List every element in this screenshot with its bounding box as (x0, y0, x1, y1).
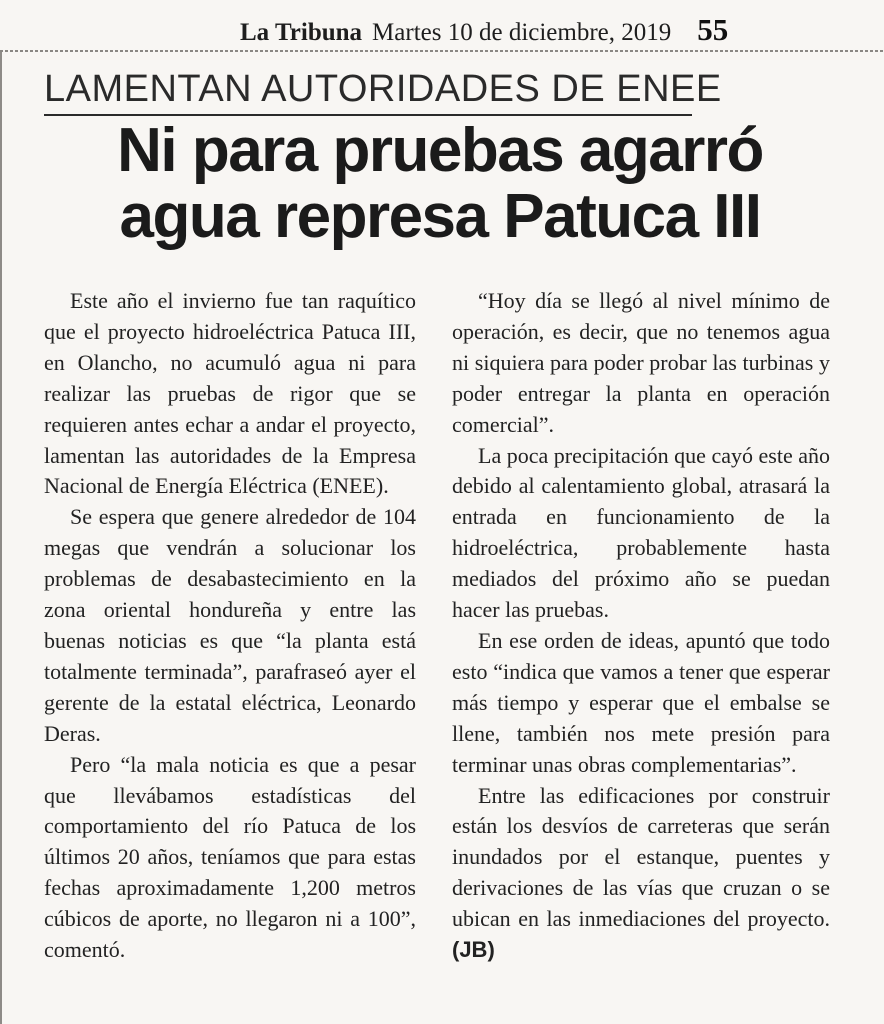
byline: (JB) (452, 937, 495, 963)
paragraph: Pero “la mala noticia es que a pesar que llevábamos estadísticas del comportamiento del río Patuca de los últimos 20 años, teníamos que para estas fechas aproximadamente 1,200 metros cúbicos de aporte, no llegaron ni a 100”, comentó. (44, 751, 416, 963)
headline-line-1: Ni para pruebas agarró (117, 116, 763, 185)
page-header (240, 12, 728, 46)
issue-date: Martes 10 de diciembre, 2019 (372, 19, 672, 46)
paragraph: Se espera que genere alrededor de 104 megas que vendrán a solucionar los problemas de desabastecimiento en la zona oriental hondureña y entre las buenas noticias es que “la planta está totalmente terminada”, parafraseó ayer el gerente de la estatal eléctrica, Leonardo Deras. (44, 504, 416, 746)
paragraph: En ese orden de ideas, apuntó que todo esto “indica que vamos a tener que esperar más tiempo y esperar que el embalse se llene, también nos mete presión para terminar unas obras complementarias”. (452, 627, 830, 777)
newspaper-name: La Tribuna (240, 19, 363, 46)
paragraph: Este año el invierno fue tan raquítico que el proyecto hidroeléctrica Patuca III, en Olancho, no acumuló agua ni para realizar las pruebas de rigor que se requieren antes echar a andar el proyecto, lamentan las autoridades de la Empresa Nacional de Energía Eléctrica (ENEE). (44, 288, 416, 499)
paragraph-text: Entre las edificaciones por construir están los desvíos de carreteras que serán inundados por el estanque, puentes y derivaciones de las vías que cruzan o se ubican en las inmediaciones del proyecto. (452, 782, 830, 932)
paragraph-final (452, 781, 830, 966)
article-kicker: LAMENTAN AUTORIDADES DE ENEE (44, 66, 692, 116)
headline-line-2: agua represa Patuca III (119, 182, 761, 251)
article-column-right (452, 286, 830, 966)
article-column-left (44, 286, 416, 966)
article-headline (40, 118, 840, 250)
header-divider (0, 50, 884, 52)
page-number: 55 (697, 12, 729, 47)
paragraph: La poca precipitación que cayó este año debido al calentamiento global, atrasará la entrada en funcionamiento de la hidroeléctrica, probablemente hasta mediados del próximo año se puedan hacer las pruebas. (452, 442, 830, 623)
left-margin-rule (0, 52, 2, 1024)
paragraph: “Hoy día se llegó al nivel mínimo de operación, es decir, que no tenemos agua ni siquiera para poder probar las turbinas y poder entregar la planta en operación comercial”. (452, 288, 830, 437)
